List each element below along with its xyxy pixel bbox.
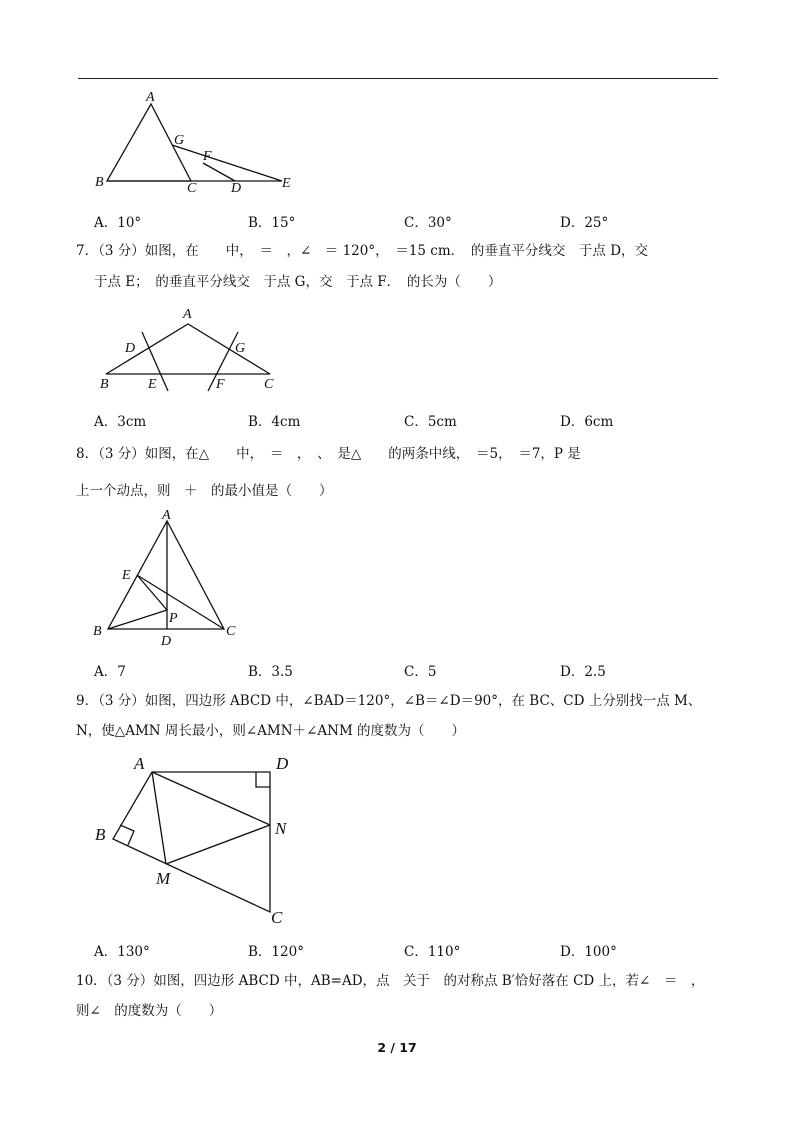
q6-label-g: G: [174, 133, 185, 148]
q9-label-c: C: [271, 908, 283, 927]
q6-label-c: C: [187, 181, 197, 196]
q7-label-c: C: [264, 377, 274, 392]
q8-option-c: C．5: [404, 664, 437, 680]
q10-text-line1: 10．（3 分）如图，四边形 ABCD 中，AB=AD，点 关于 的对称点 B′恰好落在 CD 上，若∠ ＝ ，: [76, 973, 705, 989]
q6-option-b: B．15°: [248, 215, 296, 231]
q10-text-line2: 则∠ 的度数为（ ）: [76, 1003, 223, 1019]
q7-label-a: A: [183, 307, 192, 322]
q9-label-d: D: [276, 754, 289, 773]
q6-option-d: D．25°: [560, 215, 609, 231]
q6-figure: [90, 88, 310, 198]
q8-option-b: B．3.5: [248, 664, 293, 680]
q8-label-c: C: [226, 624, 236, 639]
q9-label-a: A: [134, 754, 145, 773]
q8-label-p: P: [169, 611, 178, 626]
q7-label-b: B: [100, 377, 109, 392]
q8-label-e: E: [122, 568, 131, 583]
q9-text-line1: 9．（3 分）如图，四边形 ABCD 中，∠BAD＝120°，∠B＝∠D＝90°，在 BC、CD 上分别找一点 M、: [76, 693, 702, 709]
q8-label-a: A: [162, 508, 171, 523]
q7-label-g: G: [235, 341, 246, 356]
q6-label-e: E: [282, 176, 291, 191]
q9-option-d: D．100°: [560, 944, 617, 960]
q7-label-d: D: [125, 341, 136, 356]
q8-figure: [88, 505, 248, 650]
q6-label-a: A: [146, 90, 155, 105]
q8-option-d: D．2.5: [560, 664, 606, 680]
q6-option-c: C．30°: [404, 215, 452, 231]
q6-label-b: B: [95, 175, 104, 190]
q8-label-d: D: [161, 634, 172, 649]
page-number: 2 / 17: [377, 1040, 417, 1055]
q9-text-line2: N，使△AMN 周长最小，则∠AMN＋∠ANM 的度数为（ ）: [76, 723, 466, 739]
q7-option-a: A．3cm: [94, 414, 147, 430]
q8-text-line1: 8．（3 分）如图，在△ 中， ＝ ， 、 是△ 的两条中线， ＝5， ＝7，P 是: [76, 446, 581, 462]
q7-label-e: E: [148, 377, 157, 392]
header-rule: [78, 78, 718, 79]
q6-label-f: F: [203, 149, 212, 164]
q9-label-n: N: [275, 819, 287, 838]
q6-option-a: A．10°: [94, 215, 142, 231]
q6-label-d: D: [231, 181, 242, 196]
q9-option-c: C．110°: [404, 944, 461, 960]
q9-option-a: A．130°: [94, 944, 150, 960]
q8-label-b: B: [93, 624, 102, 639]
q9-label-b: B: [95, 825, 106, 844]
q7-option-b: B．4cm: [248, 414, 301, 430]
q8-text-line2: 上一个动点，则 ＋ 的最小值是（ ）: [76, 483, 333, 499]
q7-text-line2: 于点 E； 的垂直平分线交 于点 G，交 于点 F． 的长为（ ）: [94, 274, 502, 290]
q7-text-line1: 7．（3 分）如图，在 中， ＝ ，∠ ＝ 120°， ＝15 cm． 的垂直平分线交 于点 D，交: [76, 243, 649, 259]
q7-option-d: D．6cm: [560, 414, 614, 430]
q7-figure: [92, 304, 292, 399]
q9-option-b: B．120°: [248, 944, 304, 960]
q9-label-m: M: [156, 869, 171, 888]
q9-figure: [90, 750, 300, 930]
q7-label-f: F: [216, 377, 225, 392]
q7-option-c: C．5cm: [404, 414, 457, 430]
q8-option-a: A．7: [94, 664, 126, 680]
